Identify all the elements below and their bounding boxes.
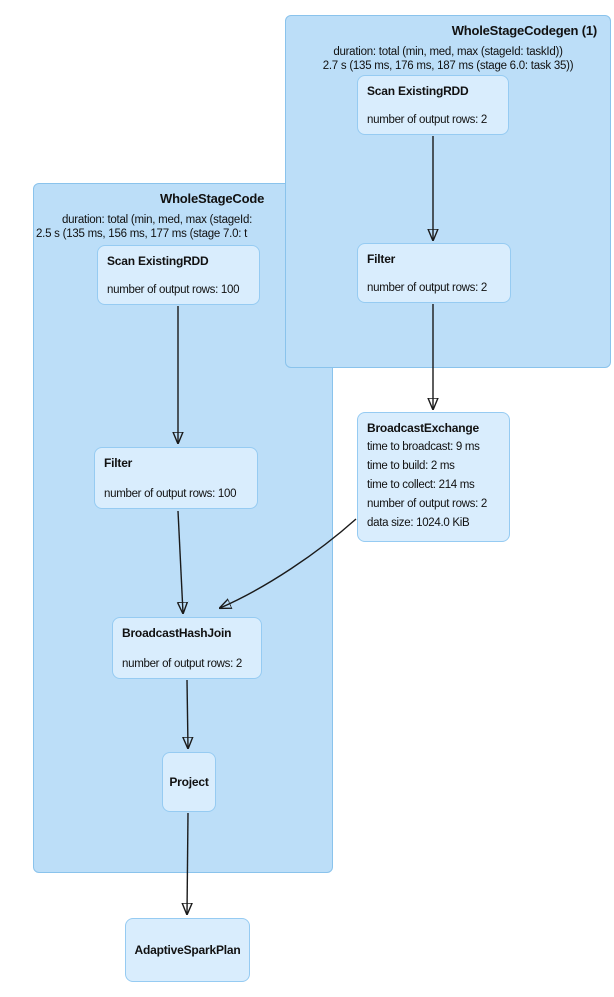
node-scan-existingrdd-1[interactable] [357, 75, 509, 135]
node-metrics [367, 438, 500, 533]
cluster-duration-value: 2.7 s (135 ms, 176 ms, 187 ms (stage 6.0: task 35)) [322, 60, 574, 72]
node-title: Project [169, 775, 209, 789]
node-metric: number of output rows: 2 [367, 282, 488, 294]
node-filter-2[interactable] [94, 447, 258, 509]
node-title: Scan ExistingRDD [107, 254, 209, 268]
node-broadcast-exchange[interactable] [357, 412, 510, 542]
cluster-duration-label: duration: total (min, med, max (stageId: taskId)) [333, 46, 563, 58]
node-title: BroadcastHashJoin [122, 626, 232, 640]
node-metric: number of output rows: 2 [122, 658, 243, 670]
node-broadcast-hash-join[interactable] [112, 617, 262, 679]
node-title: Filter [367, 252, 396, 266]
cluster-title: WholeStageCode [160, 191, 265, 206]
node-scan-existingrdd-2[interactable] [97, 245, 260, 305]
cluster-wholestagecodegen-1 [285, 15, 611, 368]
node-filter-1[interactable] [357, 243, 511, 303]
node-metric: number of output rows: 2 [367, 498, 488, 510]
node-adaptive-spark-plan[interactable] [125, 918, 250, 982]
node-metric: number of output rows: 100 [104, 488, 237, 500]
node-metric: time to build: 2 ms [367, 460, 455, 472]
node-title: AdaptiveSparkPlan [134, 943, 241, 957]
node-title: Scan ExistingRDD [367, 84, 469, 98]
node-metric: time to broadcast: 9 ms [367, 441, 480, 453]
node-project[interactable] [162, 752, 216, 812]
node-metric: data size: 1024.0 KiB [367, 517, 470, 529]
cluster-duration-value: 2.5 s (135 ms, 156 ms, 177 ms (stage 7.0: t [36, 228, 248, 240]
cluster-title: WholeStageCodegen (1) [451, 23, 597, 38]
node-title: Filter [104, 456, 133, 470]
node-metric: time to collect: 214 ms [367, 479, 475, 491]
node-metric: number of output rows: 100 [107, 284, 240, 296]
node-title: BroadcastExchange [367, 421, 479, 435]
node-metric: number of output rows: 2 [367, 114, 488, 126]
cluster-duration-label: duration: total (min, med, max (stageId: [62, 214, 253, 226]
